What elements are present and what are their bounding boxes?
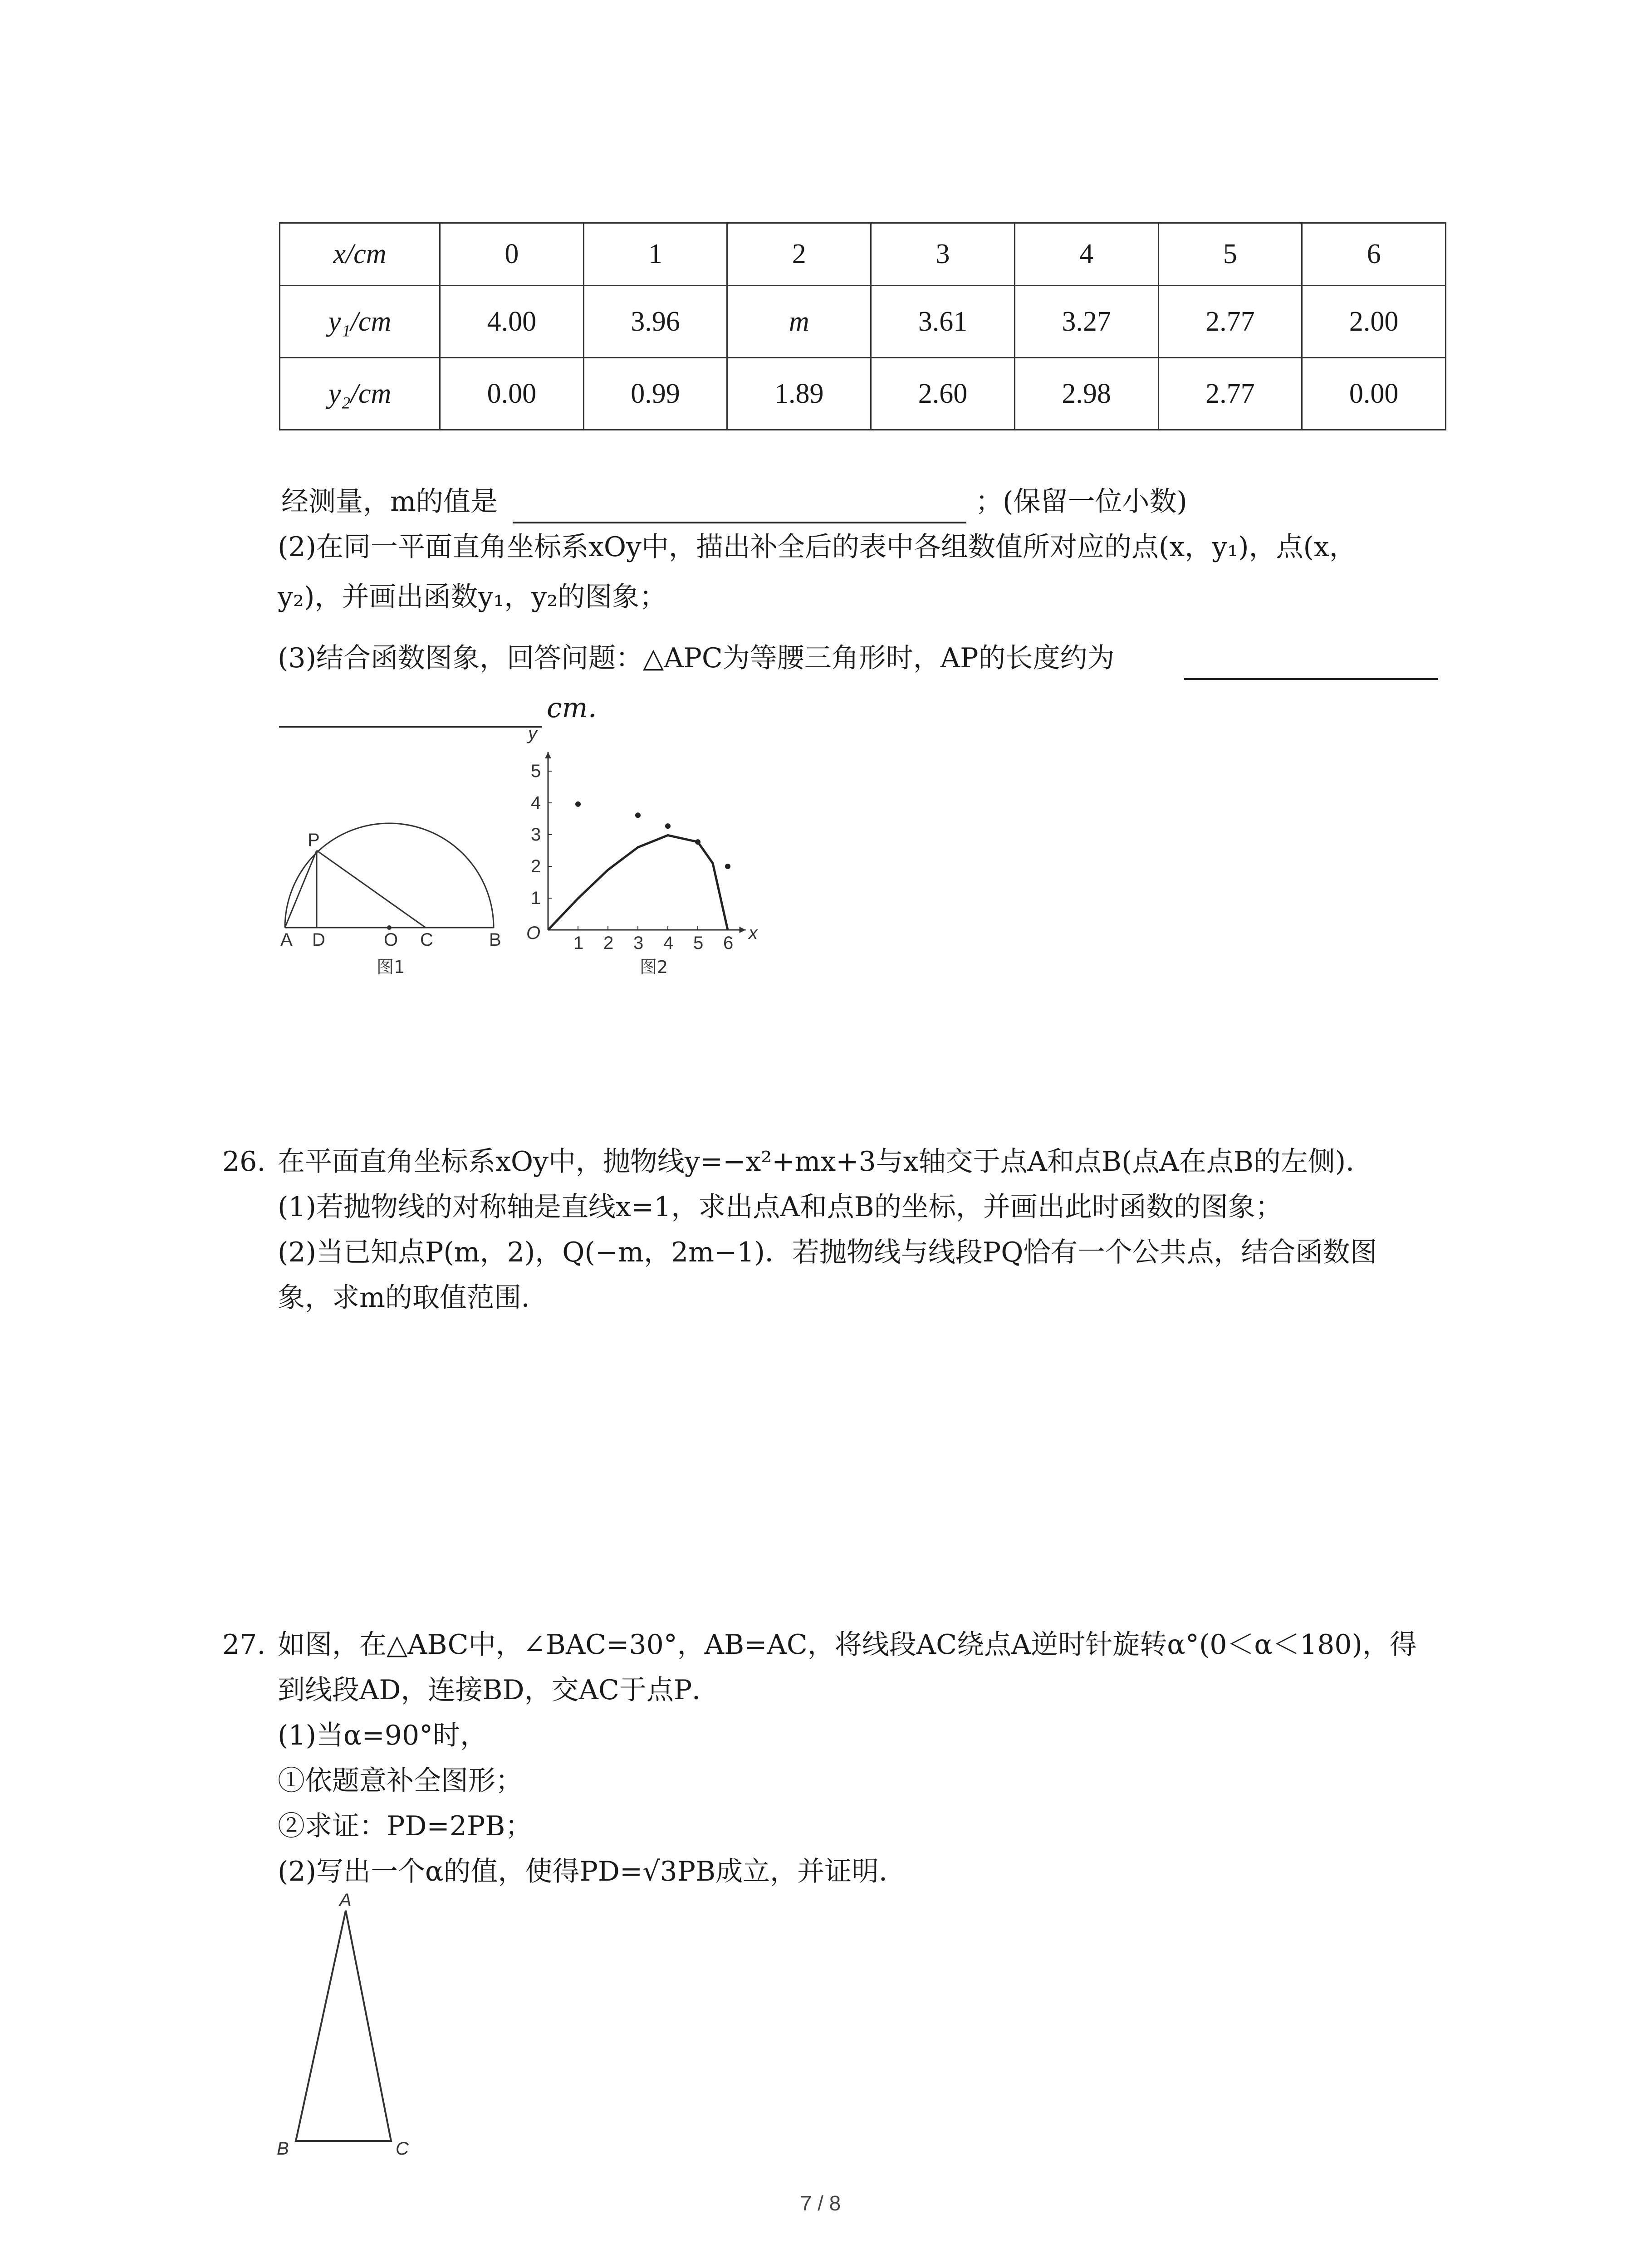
figure-2-caption: 图2 [640, 957, 668, 977]
label-b: B [489, 930, 501, 950]
triangle-figure [268, 1892, 422, 2164]
origin-label: O [526, 923, 541, 943]
y-tick-label: 5 [531, 761, 541, 781]
table-cell: y₁/cm [280, 286, 440, 358]
table-row [280, 286, 1446, 358]
measure-suffix: ；(保留一位小数) [975, 486, 1187, 518]
unit-label: cm． [547, 692, 615, 724]
answer-blank[interactable] [513, 522, 966, 523]
table-cell: 5 [1158, 223, 1302, 286]
table-cell: 2.60 [871, 358, 1015, 430]
y1-data-point [665, 823, 671, 829]
label-a: A [280, 930, 293, 950]
label-b: B [277, 2139, 289, 2159]
q27-line6: (2)写出一个α的值，使得PD=√3PB成立，并证明． [278, 1856, 906, 1887]
y-tick-label: 3 [531, 825, 541, 845]
x-tick-label: 4 [663, 933, 674, 953]
q27-line2: 到线段AD，连接BD，交AC于点P． [278, 1674, 720, 1706]
table-cell: 3 [871, 223, 1015, 286]
q27-line4: ①依题意补全图形； [278, 1765, 523, 1797]
label-c: C [396, 2139, 409, 2159]
q26-line1: 在平面直角坐标系xOy中，抛物线y=−x²+mx+3与x轴交于点A和点B(点A在点B的左侧)． [278, 1146, 1373, 1178]
center-point-o [387, 925, 392, 930]
table-cell: x/cm [280, 223, 440, 286]
q27-line3: (1)当α=90°时， [278, 1720, 488, 1751]
x-tick-label: 5 [693, 933, 704, 953]
label-c: C [420, 930, 433, 950]
table-cell: 1 [583, 223, 727, 286]
answer-blank[interactable] [1184, 678, 1438, 680]
q25-part3-line1: (3)结合函数图象，回答问题：△APC为等腰三角形时，AP的长度约为 [278, 642, 1115, 674]
label-a: A [339, 1892, 352, 1910]
q26-line2: (1)若抛物线的对称轴是直线x=1，求出点A和点B的坐标，并画出此时函数的图象； [278, 1191, 1283, 1223]
data-table [279, 222, 1446, 430]
label-d: D [312, 930, 325, 950]
q26-line4: 象，求m的取值范围． [278, 1282, 549, 1314]
triangle-abc [296, 1911, 391, 2141]
table-cell: 3.96 [583, 286, 727, 358]
table-cell: y₂/cm [280, 358, 440, 430]
table-cell: 3.61 [871, 286, 1015, 358]
x-tick-label: 2 [603, 933, 614, 953]
label-o: O [384, 930, 398, 950]
table-cell: 0.00 [1302, 358, 1446, 430]
table-cell: 0 [440, 223, 584, 286]
table-cell: 2.98 [1014, 358, 1158, 430]
table-cell: 1.89 [727, 358, 871, 430]
answer-blank[interactable] [279, 726, 542, 728]
table-cell: 0.00 [440, 358, 584, 430]
figure-2-chart [526, 726, 780, 980]
y-axis-arrow [545, 752, 551, 758]
x-tick-label: 3 [633, 933, 644, 953]
segment-ap [285, 850, 317, 928]
table-row [280, 358, 1446, 430]
table-cell: 4.00 [440, 286, 584, 358]
table-cell: 0.99 [583, 358, 727, 430]
page-number: 7 / 8 [800, 2191, 841, 2215]
x-axis-arrow [740, 927, 746, 933]
x-axis-label: x [749, 923, 758, 943]
q26-number: 26. [222, 1146, 266, 1178]
table-cell: 2 [727, 223, 871, 286]
q26-line3: (2)当已知点P(m，2)，Q(−m，2m−1)．若抛物线与线段PQ恰有一个公共点，结合函数图 [278, 1237, 1377, 1268]
y-tick-label: 4 [531, 793, 541, 813]
table-cell: 2.77 [1158, 286, 1302, 358]
y1-data-point [635, 812, 641, 818]
segment-pc [317, 850, 426, 928]
q25-part2-line2: y₂)，并画出函数y₁，y₂的图象； [278, 581, 667, 613]
table-cell: m [727, 286, 871, 358]
measure-prefix: 经测量，m的值是 [281, 486, 498, 518]
figure-1-caption: 图1 [377, 957, 405, 977]
y1-data-point [575, 802, 581, 807]
x-tick-label: 1 [573, 933, 584, 953]
q27-number: 27. [222, 1629, 266, 1661]
q27-line5: ②求证：PD=2PB； [278, 1810, 533, 1842]
q27-line1: 如图，在△ABC中，∠BAC=30°，AB=AC，将线段AC绕点A逆时针旋转α°(0＜α＜180)，得 [278, 1629, 1417, 1661]
y-tick-label: 1 [531, 888, 541, 908]
label-p: P [308, 830, 320, 850]
q25-part2-line1: (2)在同一平面直角坐标系xOy中，描出补全后的表中各组数值所对应的点(x，y₁)，点(x， [278, 531, 1357, 563]
y-axis-label: y [528, 726, 537, 743]
table-cell: 3.27 [1014, 286, 1158, 358]
table-cell: 2.00 [1302, 286, 1446, 358]
table-cell: 6 [1302, 223, 1446, 286]
table-cell: 4 [1014, 223, 1158, 286]
table-cell: 2.77 [1158, 358, 1302, 430]
x-tick-label: 6 [723, 933, 734, 953]
y1-data-point [725, 864, 730, 869]
y-tick-label: 2 [531, 856, 541, 876]
figure-1 [272, 807, 517, 980]
table-row [280, 223, 1446, 286]
y2-curve [548, 835, 728, 930]
